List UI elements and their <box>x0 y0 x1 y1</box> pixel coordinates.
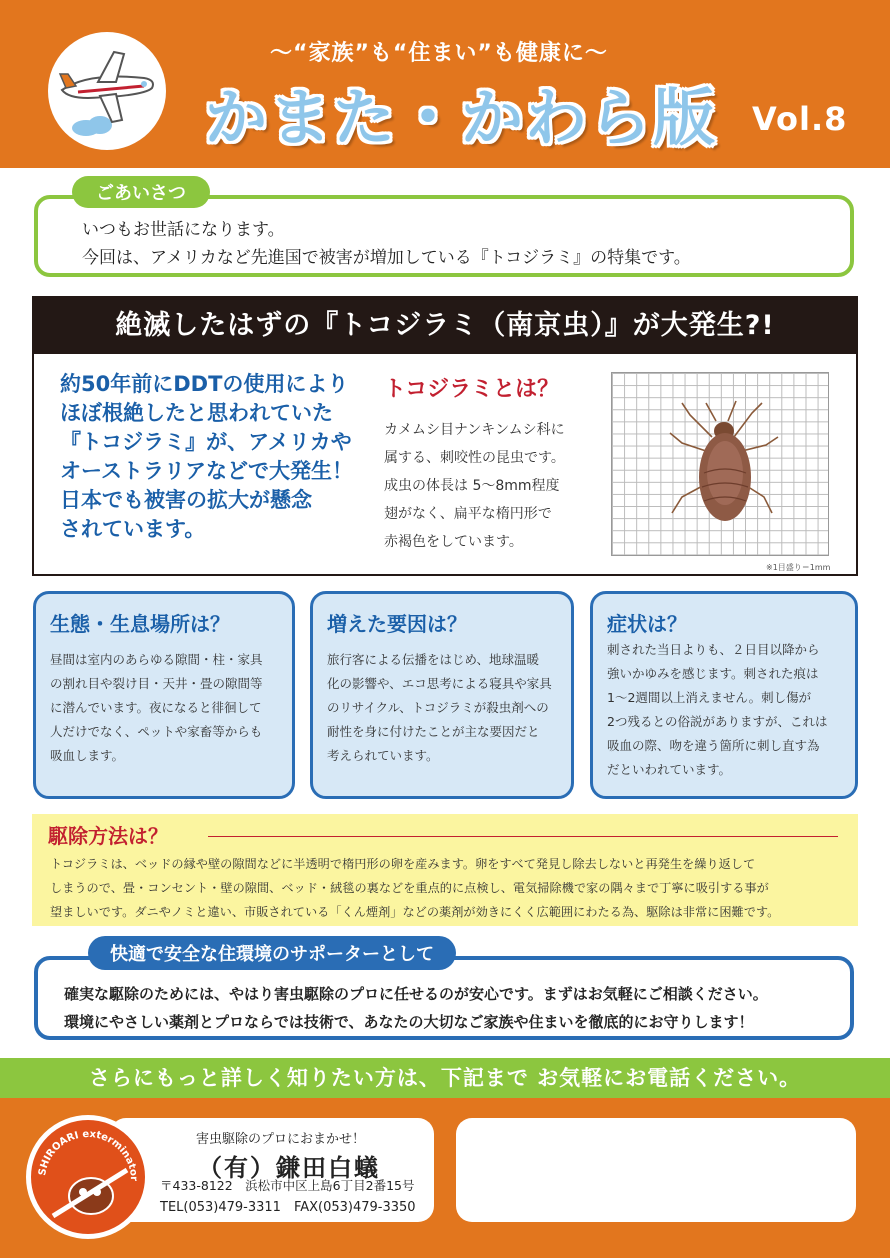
logo-text: SHIROARI exterminator <box>37 1128 140 1182</box>
symptoms-text <box>607 638 843 782</box>
habitat-title: 生態・生息場所は？ <box>50 612 230 636</box>
causes-line: 化の影響や、エコ思考による寝具や家具 <box>327 676 552 691</box>
causes-line: 考えられています。 <box>327 748 439 763</box>
termite-logo-icon <box>31 1120 145 1234</box>
page-title: かまた・かわら版 <box>205 81 718 154</box>
symptoms-line: 吸血の際、吻を違う箇所に刺し直す為 <box>607 738 820 753</box>
header-subtitle: 〜“家族”も“住まい”も健康に〜 <box>270 41 608 66</box>
feature-lead <box>60 370 372 544</box>
lead-line: ほぼ根絶したと思われていた <box>60 401 333 425</box>
greeting-tab: ごあいさつ <box>72 176 210 208</box>
symptoms-line: 2つ残るとの俗説がありますが、これは <box>607 714 828 729</box>
description-line: 翅がなく、扁平な楕円形で <box>384 506 552 522</box>
habitat-box <box>33 591 295 799</box>
greeting-text <box>82 216 691 272</box>
bedbug-icon <box>612 373 830 557</box>
blank-stamp-area <box>456 1118 856 1222</box>
remedy-divider <box>208 836 838 837</box>
remedy-line: トコジラミは、ベッドの縁や壁の隙間などに半透明で楕円形の卵を産みます。卵をすべて発見し除去しないと再発生を繰り返して <box>50 857 756 871</box>
supporter-tab: 快適で安全な住環境のサポーターとして <box>88 936 456 970</box>
lead-line: されています。 <box>60 517 206 541</box>
supporter-line: 確実な駆除のためには、やはり害虫駆除のプロに任せるのが安心です。まずはお気軽にご相談ください。 <box>64 985 768 1003</box>
habitat-line: の割れ目や裂け目・天井・畳の隙間等 <box>50 676 263 691</box>
description-line: 属する、刺咬性の昆虫です。 <box>384 450 565 466</box>
feature-description <box>384 416 614 556</box>
company-tagline: 害虫駆除のプロにおまかせ！ <box>196 1132 366 1147</box>
habitat-line: に潜んでいます。夜になると徘徊して <box>50 700 262 715</box>
lead-line: 日本でも被害の拡大が懸念 <box>60 488 312 512</box>
causes-title: 増えた要因は？ <box>327 612 467 636</box>
feature-section <box>32 296 858 576</box>
habitat-line: 昼間は室内のあらゆる隙間・柱・家具 <box>50 652 263 667</box>
remedy-text <box>50 852 848 924</box>
remedy-line: しまうので、畳・コンセント・壁の隙間、ベッド・絨毯の裏などを重点的に点検し、電気掃除機で家の隅々まで丁寧に吸引する事が <box>50 881 769 895</box>
symptoms-box <box>590 591 858 799</box>
lead-line: 約50年前にDDTの使用により <box>60 372 349 396</box>
description-line: 赤褐色をしています。 <box>384 534 523 550</box>
bedbug-photo <box>611 372 829 556</box>
company-phone-fax: TEL(053)479-3311 FAX(053)479-3350 <box>160 1200 416 1215</box>
habitat-text <box>50 648 280 768</box>
causes-line: 耐性を身に付けたことが主な要因だと <box>327 724 540 739</box>
symptoms-line: 刺された当日よりも、２日目以降から <box>607 642 820 657</box>
habitat-line: 人だけでなく、ペットや家畜等からも <box>50 724 263 739</box>
habitat-line: 吸血します。 <box>50 748 125 763</box>
lead-line: オーストラリアなどで大発生！ <box>60 459 353 483</box>
supporter-line: 環境にやさしい薬剤とプロならでは技術で、あなたの大切なご家族や住まいを徹底的にお守りします！ <box>64 1013 754 1031</box>
remedy-title: 駆除方法は？ <box>48 824 168 848</box>
greeting-line: 今回は、アメリカなど先進国で被害が増加している『トコジラミ』の特集です。 <box>82 248 691 268</box>
remedy-section <box>32 814 858 926</box>
symptoms-line: 1〜2週間以上消えません。刺し傷が <box>607 690 812 705</box>
symptoms-line: 強いかゆみを感じます。刺された痕は <box>607 666 819 681</box>
causes-text <box>327 648 559 768</box>
company-address: 〒433-8122 浜松市中区上島6丁目2番15号 <box>160 1178 415 1193</box>
airplane-icon <box>48 32 166 150</box>
volume-number: Vol.8 <box>752 100 848 138</box>
causes-line: 旅行客による伝播をはじめ、地球温暖 <box>327 652 540 667</box>
causes-box <box>310 591 574 799</box>
symptoms-title: 症状は？ <box>607 612 687 636</box>
symptoms-line: だといわれています。 <box>607 762 732 777</box>
company-logo <box>26 1115 150 1239</box>
contact-band: さらにもっと詳しく知りたい方は、下記まで お気軽にお電話ください。 <box>0 1058 890 1098</box>
causes-line: のリサイクル、トコジラミが殺虫剤への <box>327 700 549 715</box>
remedy-line: 望ましいです。ダニやノミと違い、市販されている「くん煙剤」などの薬剤が効きにくく広範囲にわたる為、駆除は非常に困難です。 <box>50 905 780 919</box>
feature-headline: 絶滅したはずの『トコジラミ（南京虫）』が大発生?! <box>34 298 856 354</box>
lead-line: 『トコジラミ』が、アメリカや <box>60 430 352 454</box>
description-line: カメムシ目ナンキンムシ科に <box>384 422 565 438</box>
supporter-text <box>64 980 834 1036</box>
greeting-line: いつもお世話になります。 <box>82 220 285 240</box>
company-name: （有）鎌田白蟻 <box>198 1154 380 1182</box>
description-line: 成虫の体長は 5〜8mm程度 <box>384 478 560 494</box>
feature-subheading: トコジラミとは？ <box>384 377 560 402</box>
scale-note: ※1目盛り＝1mm <box>766 563 831 572</box>
airplane-illustration <box>48 32 166 150</box>
